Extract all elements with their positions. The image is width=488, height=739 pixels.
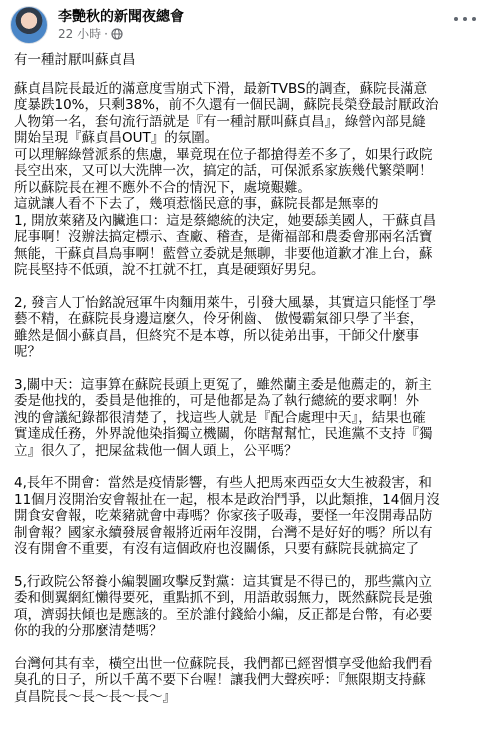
- more-icon[interactable]: [454, 12, 476, 26]
- post-paragraph: [14, 574, 476, 640]
- post-paragraph: [14, 295, 476, 361]
- paragraph-line: 3,關中天：這事算在蘇院長頭上更冤了，雖然蘭主委是他薦走的，新主: [14, 376, 432, 393]
- paragraph-line: 蘇貞昌院長最近的滿意度雪崩式下滑，最新TVBS的調查，蘇院長滿意: [14, 80, 428, 97]
- paragraph-line: 實達成任務，外界說他染指獨立機關，你瞎幫幫忙，民進黨不支持『獨: [14, 426, 433, 442]
- paragraph-line: 委是他找的，委員是他推的，可是他都是為了執行總統的要求啊！外: [14, 393, 419, 409]
- paragraph-line: 呢？: [14, 344, 41, 360]
- paragraph-line: 度暴跌10%，只剩38%，前不久還有一個民調，蘇院長榮登最討厭政治: [14, 97, 439, 113]
- post-paragraph: [14, 81, 476, 279]
- paragraph-line: 立』很久了，把屎盆栽他一個人頭上，公平嗎？: [14, 442, 298, 459]
- paragraph-line: 可以理解綠營派系的焦慮，畢竟現在位子都搶得差不多了，如果行政院: [14, 146, 433, 163]
- paragraph-line: 開始呈現『蘇貞昌OUT』的氛圍。: [14, 130, 219, 146]
- paragraph-line: 藝不精，在蘇院長身邊這麼久，伶牙俐齒、 傲慢霸氣卻只學了半套，: [14, 311, 424, 327]
- paragraph-line: 你的我的分那麼清楚嗎？: [14, 623, 163, 639]
- post-body: [14, 52, 476, 721]
- paragraph-line: 台灣何其有幸，橫空出世一位蘇院長，我們都已經習慣享受他給我們看: [14, 655, 433, 672]
- page-name-link[interactable]: 李艷秋的新聞夜總會: [58, 9, 184, 25]
- post-title: 有一種討厭叫蘇貞昌: [14, 52, 136, 68]
- paragraph-line: 5,行政院公帑養小編製圖攻擊反對黨：這其實是不得已的，那些黨內立: [14, 573, 432, 590]
- paragraph-line: 委和側翼網紅懶得要死，重點抓不到，用語敢弱無力，既然蘇院長是強: [14, 590, 433, 606]
- globe-icon[interactable]: [111, 28, 123, 40]
- paragraph-line: 項，濟弱扶傾也是應該的。至於誰付錢給小編，反正都是台幣，有必要: [14, 606, 433, 623]
- paragraph-line: 院長堅持不低頭，說不扛就不扛，真是硬頸好男兒。: [14, 262, 325, 278]
- post-paragraph: [14, 377, 476, 460]
- paragraph-line: 4,長年不開會：當然是疫情影響，有些人把馬來西亞女大生被殺害，和: [14, 475, 432, 491]
- paragraph-line: 貞昌院長～長～長～長～』: [14, 688, 176, 705]
- avatar[interactable]: [10, 6, 48, 44]
- post-paragraph: [14, 656, 476, 706]
- paragraph-line: 無能，干蘇貞昌鳥事啊！藍營立委就是無聊，非要他道歉才准上台，蘇: [14, 245, 433, 262]
- paragraph-line: 1, 開放萊豬及內臟進口：這是蔡總統的決定，她要舔美國人，干蘇貞昌: [14, 212, 437, 229]
- paragraph-line: 長空出來，又可以大洗牌一次，搞定的話，可保派系家族幾代繁榮啊！: [14, 163, 433, 179]
- paragraph-line: 制會報？國家永續發展會報將近兩年沒開，台灣不是好好的嗎？所以有: [14, 524, 433, 541]
- paragraph-line: 沒有開會不重要，有沒有這個政府也沒關係，只要有蘇院長就搞定了: [14, 541, 419, 557]
- post-meta: [58, 25, 123, 42]
- paragraph-line: 人物第一名，套句流行語就是『有一種討厭叫蘇貞昌』，綠營內部見縫: [14, 113, 426, 130]
- paragraph-line: 這就讓人看不下去了，幾項惹惱民意的事，蘇院長都是無辜的: [14, 196, 379, 212]
- meta-separator: ·: [104, 26, 108, 41]
- paragraph-line: 所以蘇院長在裡不應外不合的情況下，處境艱難。: [14, 179, 311, 196]
- post-header: [0, 0, 488, 52]
- paragraph-line: 洩的會議紀錄都很清楚了，找這些人就是『配合處理中天』，結果也確: [14, 409, 426, 426]
- post-paragraph: [14, 475, 476, 558]
- paragraph-line: 雖然是個小蘇貞昌，但終究不是本尊，所以徒弟出事，干師父什麼事: [14, 327, 419, 344]
- paragraph-line: 開食安會報，吃萊豬就會中毒嗎？你家孩子吸毒，要怪一年沒開毒品防: [14, 508, 433, 524]
- paragraph-line: 屁事啊！沒辦法搞定標示、查廠、稽查，是衛福部和農委會那兩名活寶: [14, 229, 433, 245]
- paragraph-line: 2, 發言人丁怡銘說冠軍牛肉麵用萊牛，引發大風暴，其實這只能怪丁學: [14, 294, 437, 311]
- paragraph-line: 11個月沒開治安會報扯在一起，根本是政治鬥爭，以此類推，14個月沒: [14, 491, 440, 508]
- post-timestamp[interactable]: 22 小時: [58, 27, 102, 41]
- paragraph-line: 臭孔的日子，所以千萬不要下台喔！讓我們大聲疾呼：『無限期支持蘇: [14, 672, 426, 688]
